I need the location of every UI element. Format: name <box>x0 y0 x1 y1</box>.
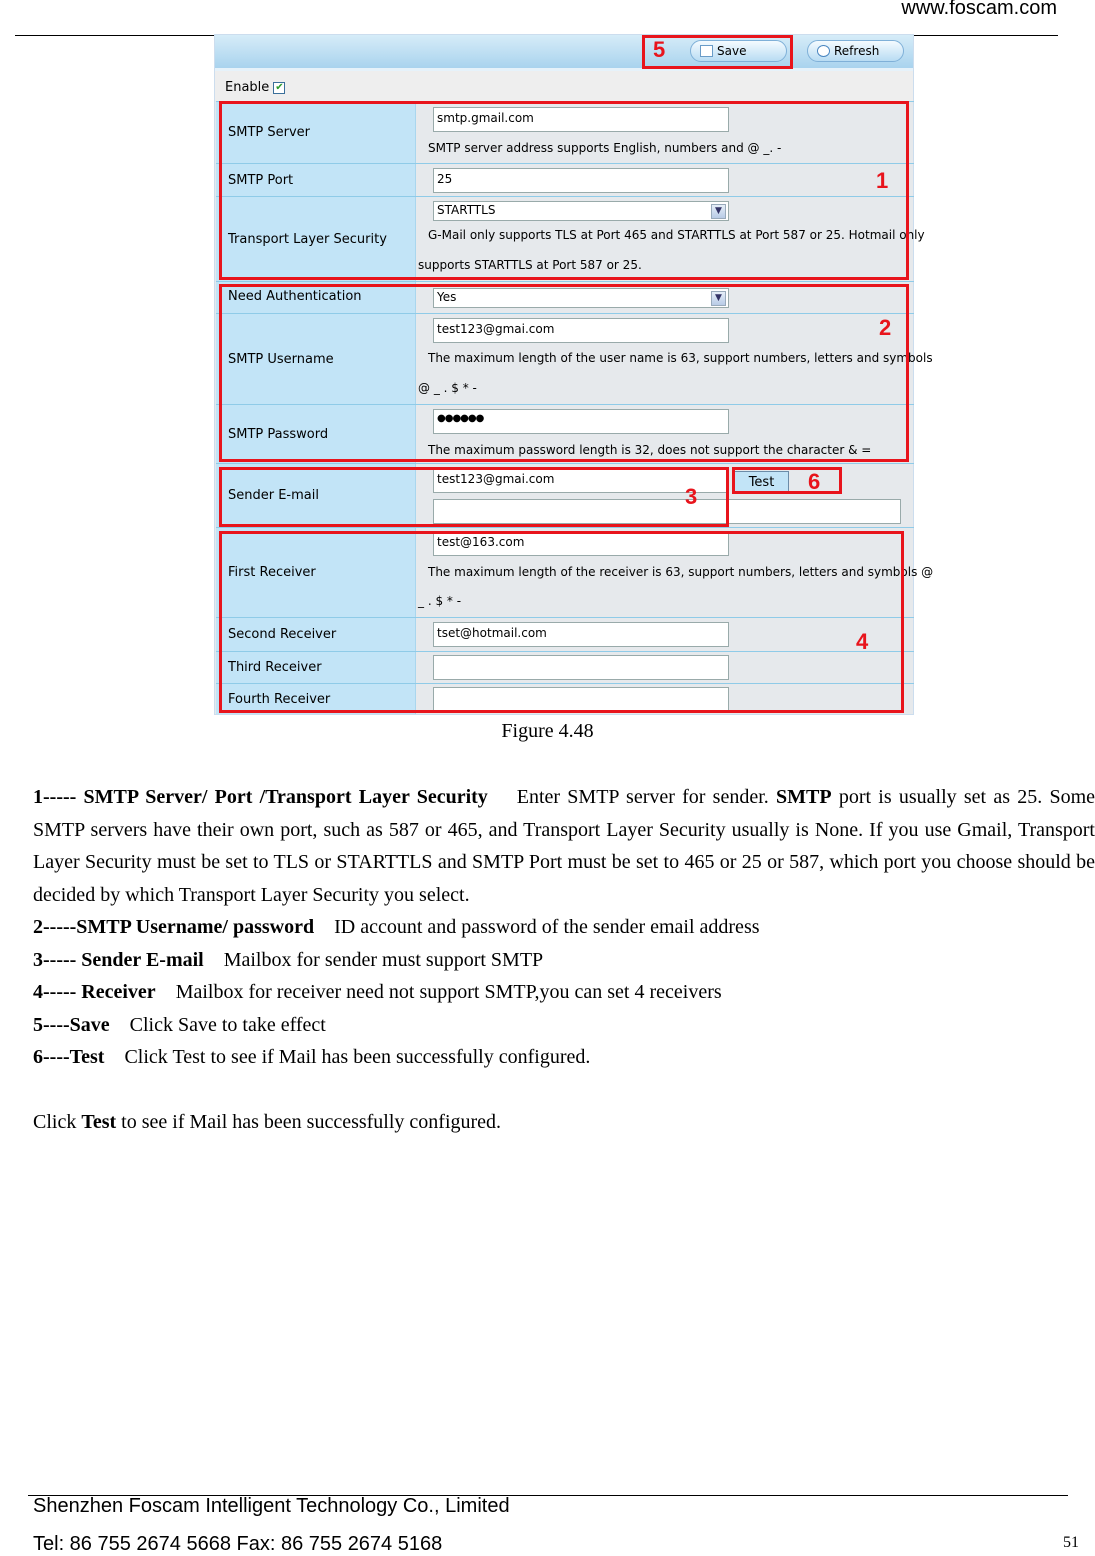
callout-number-4: 4 <box>856 629 869 654</box>
second-receiver-input[interactable]: tset@hotmail.com <box>433 622 729 647</box>
footer-contact: Tel: 86 755 2674 5668 Fax: 86 755 2674 5168 <box>33 1533 443 1555</box>
item-4 <box>33 976 1095 1009</box>
first-receiver-label: First Receiver <box>216 528 416 617</box>
footer-company: Shenzhen Foscam Intelligent Technology Co., Limited <box>33 1495 510 1517</box>
text-1a: Enter SMTP server for sender. <box>516 786 769 808</box>
first-receiver-input[interactable]: test@163.com <box>433 531 729 556</box>
password-label: SMTP Password <box>216 405 416 463</box>
toolbar <box>215 35 913 71</box>
page-number: 51 <box>1063 1534 1079 1551</box>
item-5 <box>33 1009 1095 1042</box>
refresh-icon <box>817 45 830 57</box>
text-1c: port is usually set as 25. Some SMTP servers have their own port, such as 587 or 465, and Transport Layer Security usually is None. If you use Gmail, Transport Layer Security must be set to TLS or STARTTLS and SMTP Port must be set to 465 or 25 or 587, which port you choose should be decided by which Transport Layer Security you select. <box>33 786 1095 906</box>
tls-label: Transport Layer Security <box>216 197 416 281</box>
text-2: ID account and password of the sender email address <box>334 916 760 938</box>
text-4: Mailbox for receiver need not support SMTP,you can set 4 receivers <box>175 981 722 1003</box>
username-label: SMTP Username <box>216 314 416 404</box>
chevron-down-icon: ▼ <box>711 204 726 219</box>
smtp-port-input[interactable]: 25 <box>433 168 729 193</box>
smtp-port-label: SMTP Port <box>216 164 416 196</box>
item-3 <box>33 944 1095 977</box>
callout-box-6 <box>732 467 842 494</box>
paragraph-smtp <box>33 781 1095 911</box>
item-2 <box>33 911 1095 944</box>
final-a: Click <box>33 1111 77 1133</box>
heading-3: 3----- Sender E-mail <box>33 949 204 971</box>
header-rule <box>15 35 214 36</box>
need-auth-value: Yes <box>437 290 457 304</box>
heading-5: 5----Save <box>33 1014 110 1036</box>
heading-2: 2-----SMTP Username/ password <box>33 916 315 938</box>
text-1b: SMTP <box>776 786 832 808</box>
save-label: Save <box>717 44 747 58</box>
tls-hint-cont: supports STARTTLS at Port 587 or 25. <box>418 258 642 272</box>
receiver-hint: The maximum length of the receiver is 63, support numbers, letters and symbols @ <box>428 565 934 579</box>
callout-number-1: 1 <box>876 168 889 193</box>
enable-checkbox[interactable]: ✔ <box>275 81 284 93</box>
refresh-label: Refresh <box>834 44 880 58</box>
tls-value: STARTTLS <box>437 203 496 217</box>
item-6 <box>33 1041 1095 1074</box>
enable-row <box>215 71 913 101</box>
site-url: www.foscam.com <box>901 0 1057 19</box>
smtp-server-hint: SMTP server address supports English, numbers and @ _. - <box>428 141 782 155</box>
smtp-server-label: SMTP Server <box>216 102 416 163</box>
smtp-server-input[interactable]: smtp.gmail.com <box>433 107 729 132</box>
callout-number-2: 2 <box>879 315 892 340</box>
need-auth-label: Need Authentication <box>216 282 416 313</box>
callout-number-5: 5 <box>653 37 666 62</box>
third-receiver-label: Third Receiver <box>216 652 416 683</box>
chevron-down-icon: ▼ <box>711 291 726 306</box>
callout-number-3: 3 <box>685 484 698 509</box>
heading-6: 6----Test <box>33 1046 105 1068</box>
sender-input[interactable]: test123@gmai.com <box>433 468 729 493</box>
username-hint: The maximum length of the user name is 63, support numbers, letters and symbols <box>428 351 933 365</box>
text-6: Click Test to see if Mail has been successfully configured. <box>124 1046 591 1068</box>
test-button[interactable]: Test <box>734 471 789 493</box>
heading-4: 4----- Receiver <box>33 981 156 1003</box>
callout-number-6: 6 <box>808 469 821 494</box>
tls-hint: G-Mail only supports TLS at Port 465 and STARTTLS at Port 587 or 25. Hotmail only <box>428 228 925 242</box>
final-paragraph <box>33 1106 1095 1139</box>
figure-caption: Figure 4.48 <box>501 720 594 742</box>
receiver-hint-cont: _ . $ * - <box>418 594 462 608</box>
final-b: Test <box>81 1111 117 1133</box>
refresh-button[interactable] <box>807 40 904 62</box>
heading-1: 1----- SMTP Server/ Port /Transport Layer Security <box>33 786 488 808</box>
fourth-receiver-label: Fourth Receiver <box>216 684 416 714</box>
username-hint-cont: @ _ . $ * - <box>418 381 477 395</box>
text-3: Mailbox for sender must support SMTP <box>223 949 544 971</box>
second-receiver-label: Second Receiver <box>216 618 416 651</box>
enable-label: Enable <box>225 80 270 95</box>
password-input[interactable]: ●●●●●● <box>433 409 729 434</box>
callout-box-2 <box>219 284 909 462</box>
mail-settings-figure <box>214 34 934 715</box>
sender-label: Sender E-mail <box>216 464 416 527</box>
callout-box-3 <box>219 467 729 527</box>
callout-box-4 <box>219 531 904 713</box>
username-input[interactable]: test123@gmai.com <box>433 318 729 343</box>
header-rule <box>914 35 1058 36</box>
password-hint: The maximum password length is 32, does not support the character & = <box>428 443 872 457</box>
text-5: Click Save to take effect <box>129 1014 326 1036</box>
callout-box-1 <box>219 101 909 280</box>
final-c: to see if Mail has been successfully configured. <box>121 1111 502 1133</box>
